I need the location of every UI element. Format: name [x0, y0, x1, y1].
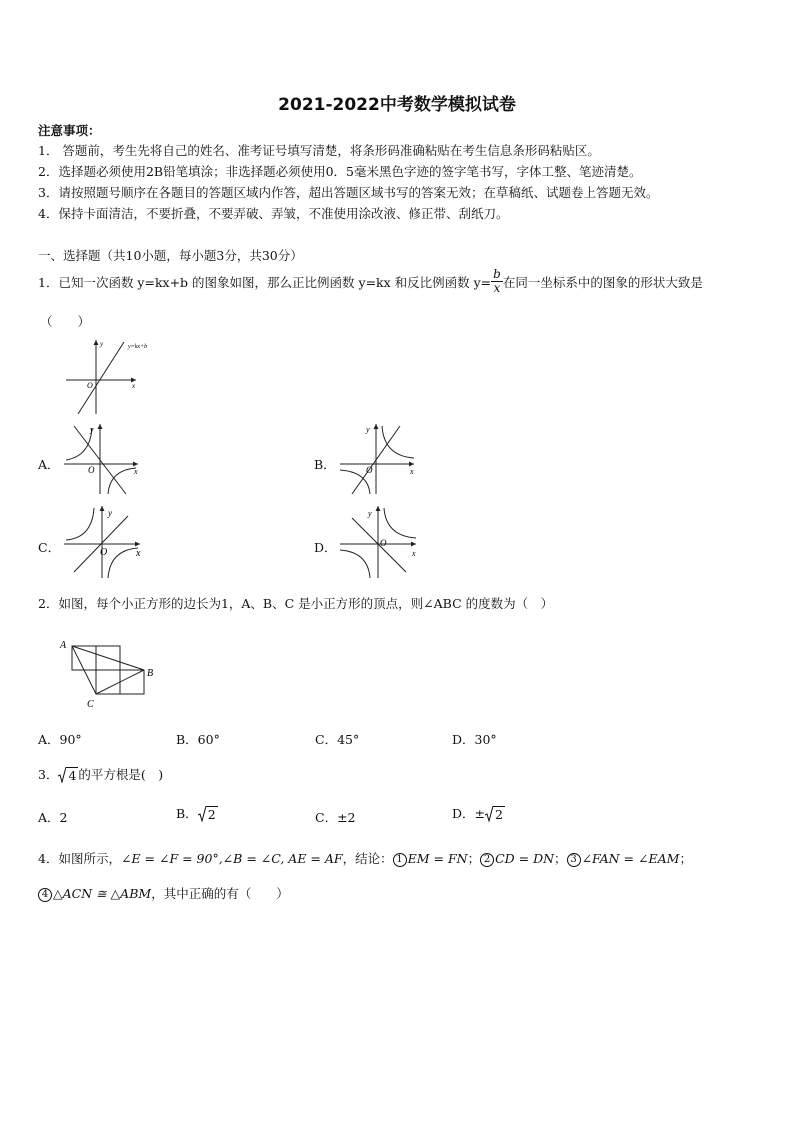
question-4-line-2 [38, 884, 289, 902]
b-x-arrow [409, 462, 414, 467]
q1-option-d-label: D． [314, 540, 337, 555]
q1-option-a-label: A． [38, 457, 60, 472]
b-y-arrow [374, 424, 379, 429]
d-line [352, 518, 406, 572]
q4-circle-2: 2 [480, 853, 494, 867]
question-4-line-1 [38, 849, 692, 867]
c-y-label: y [108, 508, 112, 518]
question-2-stem: 2．如图，每个小正方形的边长为1，A、B、C 是小正方形的顶点，则∠ABC 的度数为（ ） [38, 596, 554, 611]
q1-frac-num: b [493, 267, 501, 281]
q2-segment-ab [72, 646, 144, 670]
q1-text-a: 1．已知一次函数 y=kx+b 的图象如图，那么正比例函数 y=kx 和反比例函数 y= [38, 274, 492, 290]
q3-option-b-prefix: B． [176, 806, 198, 821]
b-hyperbola-1 [382, 426, 414, 458]
q2-option-c[interactable]: C．45° [315, 732, 360, 747]
b-y-label: y [366, 425, 370, 434]
q3-option-d[interactable] [452, 804, 505, 822]
q4-given-formula: ∠E = ∠F = 90°,∠B = ∠C, AE = AF [120, 851, 343, 866]
c-x-label: x [136, 548, 141, 559]
a-hyperbola-2 [108, 468, 136, 494]
q3-d-radical-sign [485, 806, 493, 822]
q3-option-b-radicand: 2 [207, 807, 216, 822]
q1-text-b: 在同一坐标系中的图象的形状大致是 [502, 274, 703, 290]
question-3-stem [38, 765, 163, 783]
notice-heading: 注意事项： [38, 123, 101, 138]
q4-conclusion-3: ∠FAN = ∠EAM [581, 851, 680, 866]
q1-option-a-graph[interactable] [62, 422, 144, 496]
q3-b-radical-sign [198, 806, 206, 822]
q2-square-4 [120, 670, 144, 694]
q4-conclusion-2: CD = DN [495, 851, 555, 866]
q3-suffix: 的平方根是( ) [78, 767, 164, 782]
d-x-label: x [412, 549, 416, 558]
q4-conclusion-4: △ACN ≅ △ABM [53, 886, 152, 901]
q1-bracket: （ ） [40, 314, 91, 329]
q3-option-d-prefix: D．± [452, 806, 485, 821]
q3-option-d-radicand: 2 [495, 807, 503, 822]
q2-option-b[interactable]: B．60° [176, 732, 220, 747]
a-x-arrow [133, 462, 138, 467]
q4-question: ，其中正确的有（ ） [151, 886, 289, 901]
a-origin: O [88, 465, 95, 475]
q1-y-label: y [100, 340, 104, 348]
q3-option-c[interactable]: C．±2 [315, 810, 356, 825]
q1-option-c-graph[interactable] [62, 504, 146, 580]
q4-circle-4: 4 [38, 888, 52, 902]
q4-sep-2: ； [554, 851, 567, 866]
q4-sep-1: ； [467, 851, 481, 866]
notice-item-4: 4．保持卡面清洁，不要折叠，不要弄破、弄皱，不准使用涂改液、修正带、刮纸刀。 [38, 206, 509, 221]
q3-option-d-sqrt [485, 806, 505, 822]
q1-x-label: x [132, 382, 136, 390]
d-x-arrow [411, 542, 416, 547]
question-1-stem [38, 268, 703, 295]
notice-item-3: 3．请按照题号顺序在各题目的答题区域内作答，超出答题区域书写的答案无效；在草稿纸、试题卷上答题无效。 [38, 185, 659, 200]
q4-conclusion-1: EM = FN [407, 851, 468, 866]
q4-intro: 4．如图所示， [38, 851, 121, 866]
q1-option-b-label: B． [314, 457, 336, 472]
a-y-arrow [98, 424, 103, 429]
q3-option-b-sqrt [198, 806, 218, 822]
b-x-label: x [410, 467, 414, 476]
q3-prefix: 3． [38, 767, 59, 782]
q4-circle-3: 3 [567, 853, 581, 867]
q1-y-arrow [94, 340, 99, 345]
q4-conclusion-intro: ，结论： [342, 851, 393, 866]
page-title: 2021-2022中考数学模拟试卷 [278, 95, 516, 115]
d-y-label: y [368, 509, 372, 518]
q2-grid-figure [56, 636, 160, 710]
q1-linear-graph [62, 336, 162, 416]
c-hyperbola-1 [66, 508, 94, 540]
b-origin: O [366, 465, 373, 475]
a-y-label: y [90, 425, 94, 434]
q3-radicand: 4 [68, 768, 77, 783]
d-hyperbola-2 [340, 550, 370, 578]
q1-line-label: y=kx+b [128, 344, 148, 350]
q3-radical-sign [58, 767, 66, 783]
c-x-arrow [135, 542, 140, 547]
q3-option-a[interactable]: A．2 [38, 810, 68, 825]
section-heading: 一、选择题（共10小题，每小题3分，共30分） [38, 248, 303, 263]
q1-option-b-graph[interactable] [338, 422, 420, 496]
q3-sqrt [58, 767, 78, 783]
notice-item-1: 1． 答题前，考生先将自己的姓名、准考证号填写清楚，将条形码准确粘贴在考生信息条形码粘贴区。 [38, 143, 600, 158]
q1-frac-den: x [493, 281, 501, 295]
d-hyperbola-1 [384, 508, 416, 538]
d-origin: O [380, 538, 387, 548]
c-y-arrow [100, 506, 105, 511]
c-hyperbola-2 [108, 548, 138, 578]
q2-option-d[interactable]: D．30° [452, 732, 497, 747]
q2-label-b: B [147, 668, 154, 679]
q1-origin: O [87, 381, 93, 390]
d-y-arrow [376, 506, 381, 511]
q1-option-d-graph[interactable] [338, 504, 422, 580]
q2-square-3 [96, 670, 120, 694]
q4-sep-3: ； [679, 851, 692, 866]
q1-option-c-label: C． [38, 540, 61, 555]
q2-label-a: A [60, 640, 67, 651]
q2-label-c: C [87, 699, 94, 710]
q2-option-a[interactable]: A．90° [38, 732, 82, 747]
q3-option-b[interactable] [176, 804, 218, 822]
a-x-label: x [134, 467, 138, 476]
c-origin: O [100, 547, 108, 558]
q1-fraction [491, 268, 503, 295]
notice-item-2: 2．选择题必须使用2B铅笔填涂；非选择题必须使用0．5毫米黑色字迹的签字笔书写，字体工整、笔迹清楚。 [38, 164, 642, 179]
q1-line-kx-b [78, 342, 124, 414]
q4-circle-1: 1 [393, 853, 407, 867]
